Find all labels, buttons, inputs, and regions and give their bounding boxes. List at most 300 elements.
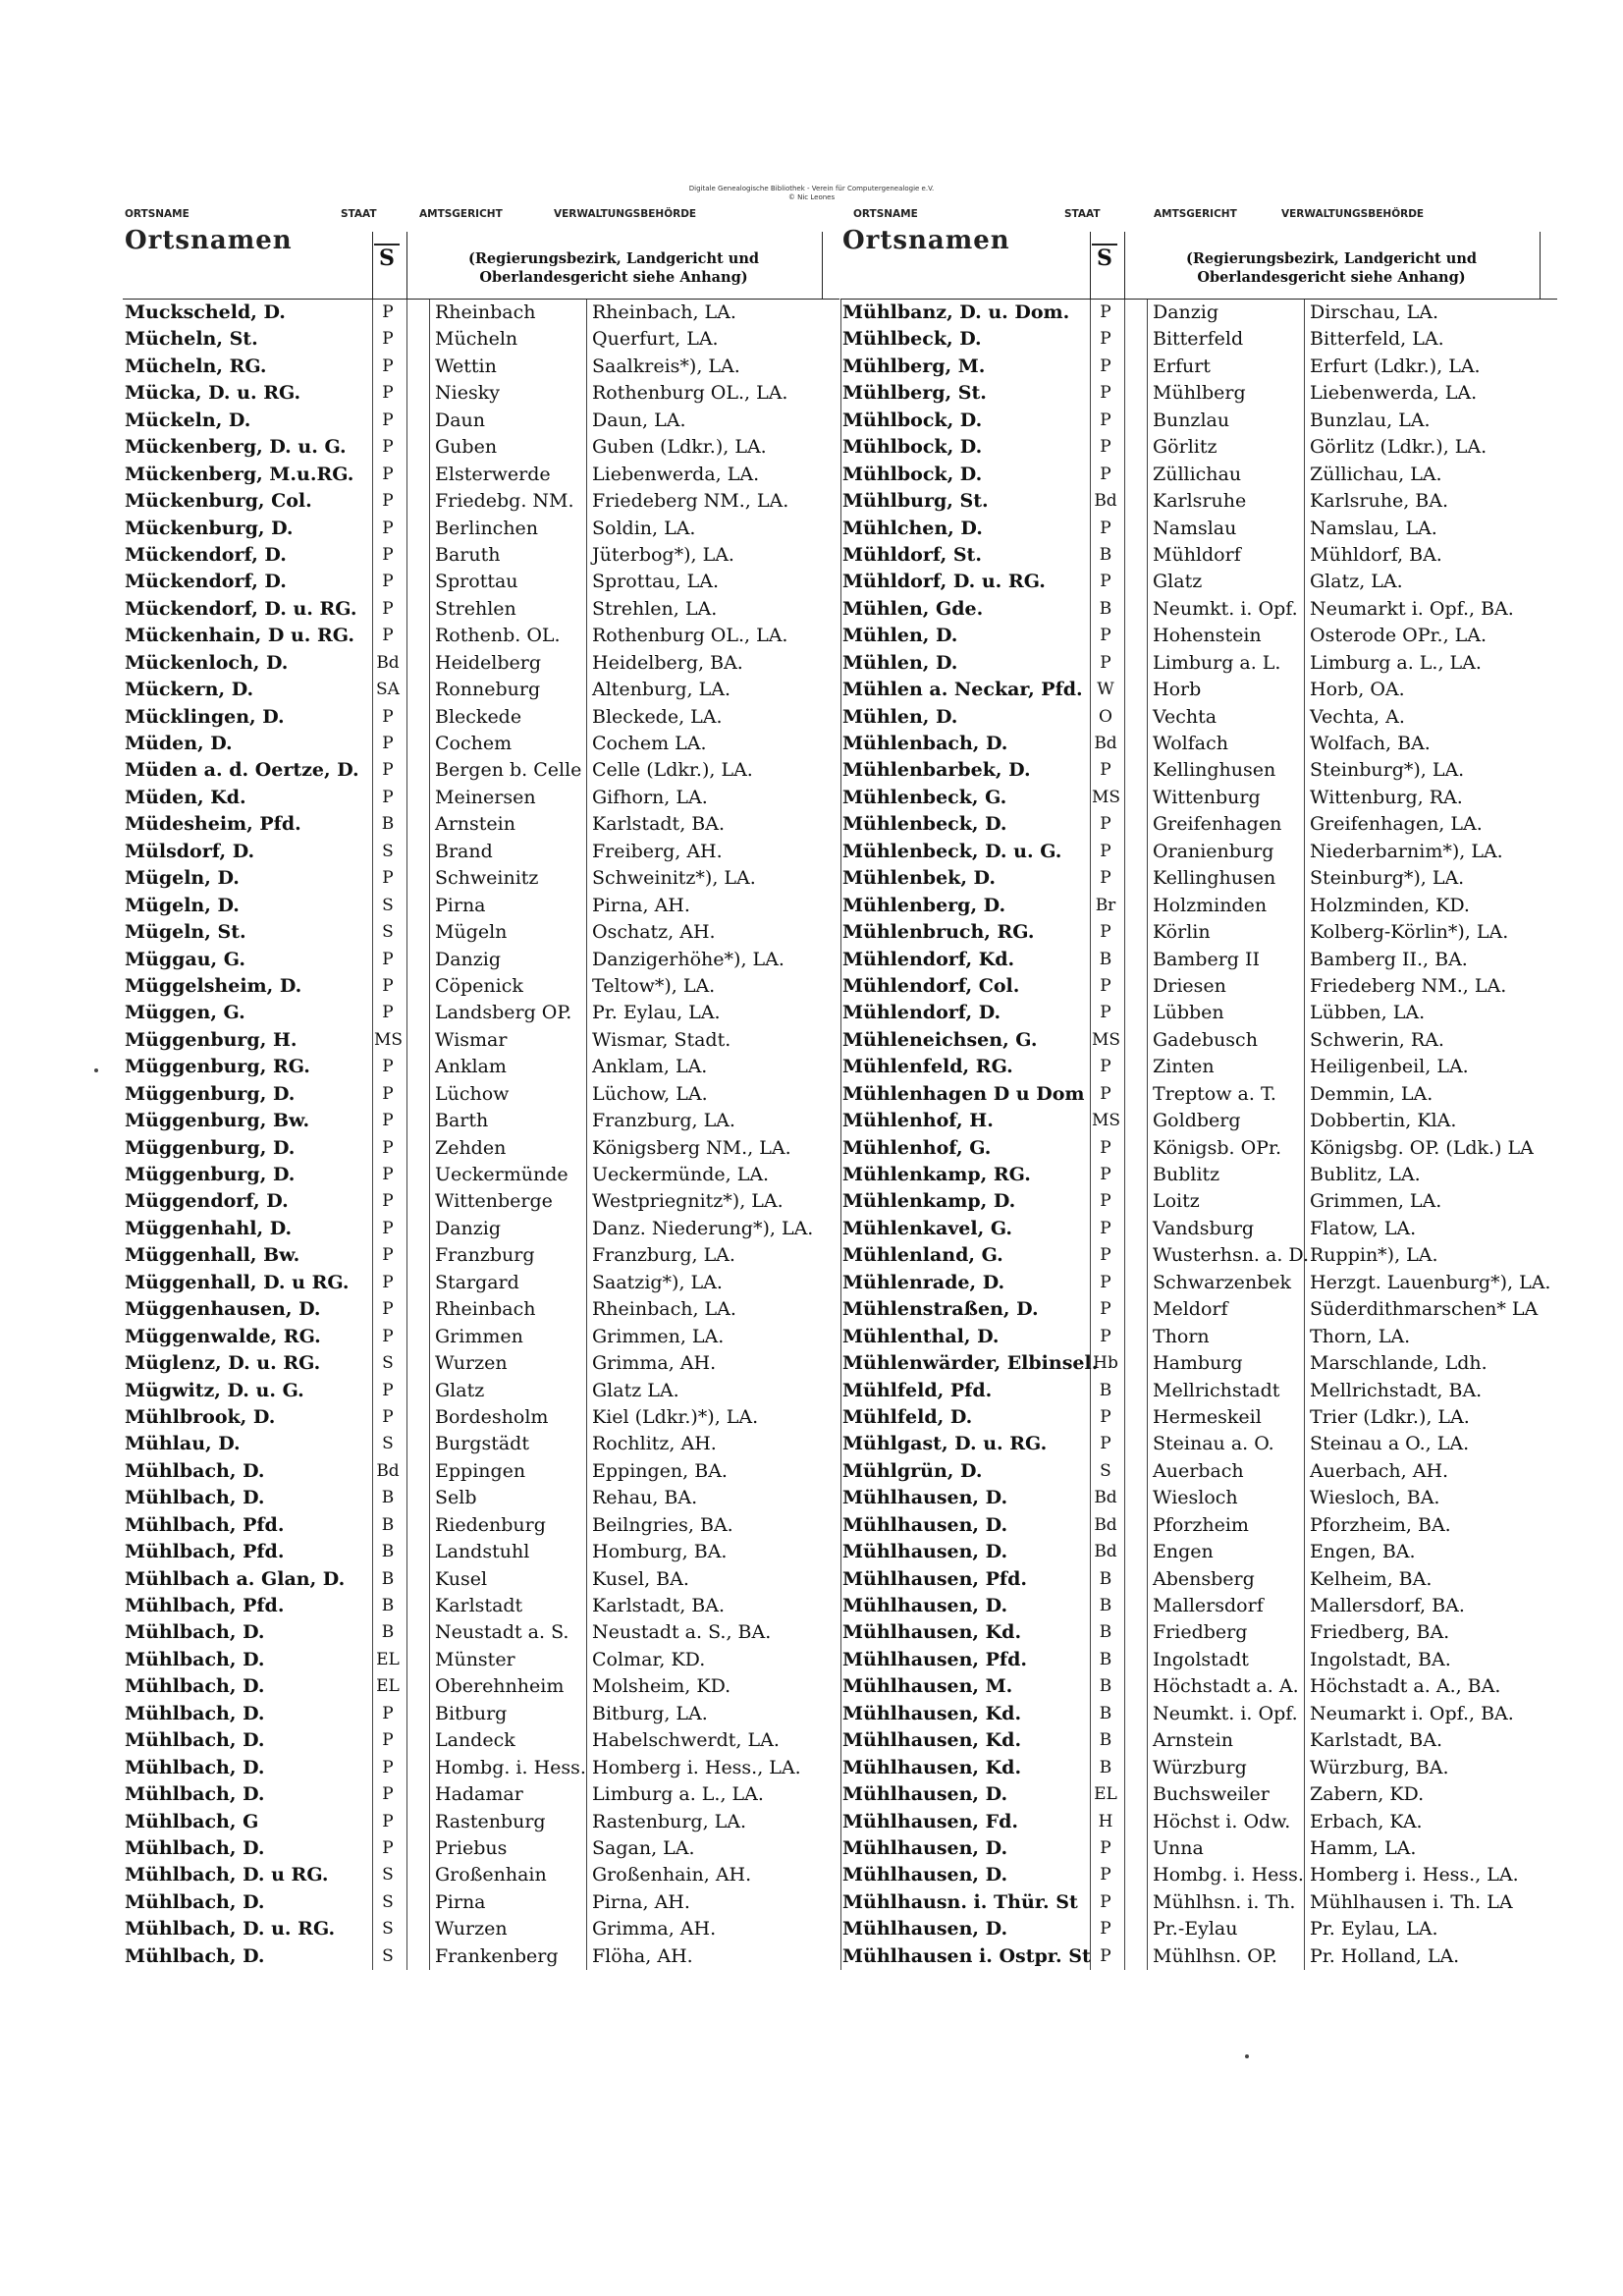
administrative-authority: Rehau, BA. [592, 1487, 698, 1509]
table-row [123, 1593, 839, 1619]
table-row [123, 1162, 839, 1188]
administrative-authority: Bitterfeld, LA. [1310, 328, 1444, 351]
table-row [123, 1566, 839, 1593]
table-row [123, 1862, 839, 1888]
district-court: Karlstadt [435, 1595, 523, 1616]
table-row [840, 811, 1557, 838]
administrative-authority: Pirna, AH. [592, 894, 690, 916]
state-code: P [382, 329, 394, 350]
district-court: Friedebg. NM. [435, 490, 574, 513]
district-court: Horb [1153, 679, 1202, 701]
administrative-authority: Eppingen, BA. [592, 1459, 728, 1482]
district-court: Daun [435, 409, 486, 431]
administrative-authority: Celle (Ldkr.), LA. [592, 759, 753, 782]
administrative-authority: Herzgt. Lauenburg*), LA. [1310, 1271, 1551, 1293]
table-row [123, 1755, 839, 1781]
administrative-authority: Karlstadt, BA. [592, 1595, 725, 1616]
administrative-authority: Grimma, AH. [592, 1352, 717, 1375]
table-row [123, 380, 839, 407]
state-code: Bd [1094, 491, 1117, 512]
table-row [123, 839, 839, 865]
district-court: Hadamar [435, 1783, 523, 1806]
label-verwaltungsbehoerde: VERWALTUNGSBEHÖRDE [1281, 208, 1425, 220]
place-name: Mühlenwärder, Elbinsel. [842, 1352, 1099, 1375]
administrative-authority: Jüterbog*), LA. [592, 543, 734, 566]
district-court: Loitz [1153, 1190, 1200, 1213]
district-court: Königsb. OPr. [1153, 1136, 1281, 1159]
administrative-authority: Grimmen, LA. [1310, 1190, 1442, 1213]
district-court: Danzig [435, 948, 502, 970]
label-ortsname: ORTSNAME [853, 208, 918, 220]
place-name: Mühlbach, D. [125, 1836, 265, 1859]
state-code: P [1100, 1891, 1111, 1912]
administrative-authority: Liebenwerda, LA. [592, 463, 760, 485]
place-name: Mühlberg, M. [842, 355, 986, 377]
district-court: Landeck [435, 1729, 515, 1752]
table-row [840, 1162, 1557, 1188]
table-row [840, 1000, 1557, 1026]
district-court: Mallersdorf [1153, 1595, 1264, 1616]
table-row [840, 1108, 1557, 1134]
table-row [840, 1755, 1557, 1781]
administrative-authority: Süderdithmarschen* LA [1310, 1298, 1539, 1321]
label-staat: STAAT [341, 208, 377, 220]
state-code: P [1100, 814, 1111, 835]
district-court: Namslau [1153, 517, 1237, 539]
district-court: Bamberg II [1153, 948, 1261, 970]
state-code: P [382, 1272, 394, 1292]
place-name: Müdesheim, Pfd. [125, 813, 301, 836]
state-code: P [1100, 464, 1111, 484]
place-name: Mühlendorf, Kd. [842, 948, 1015, 970]
state-code: P [382, 949, 394, 969]
district-court: Schweinitz [435, 867, 539, 890]
table-row [840, 596, 1557, 623]
administrative-authority: Greifenhagen, LA. [1310, 813, 1483, 836]
district-court: Unna [1153, 1836, 1204, 1859]
state-code: P [382, 1703, 394, 1723]
state-code: EL [376, 1649, 400, 1669]
table-row [123, 1188, 839, 1215]
place-name: Mühlenstraßen, D. [842, 1298, 1039, 1321]
table-row [840, 1916, 1557, 1942]
administrative-authority: Danzigerhöhe*), LA. [592, 948, 784, 970]
administrative-authority: Steinburg*), LA. [1310, 867, 1465, 890]
administrative-authority: Friedberg, BA. [1310, 1621, 1450, 1644]
state-code: S [382, 1434, 394, 1454]
administrative-authority: Pirna, AH. [592, 1890, 690, 1913]
state-code: S [382, 1945, 394, 1966]
district-court: Neumkt. i. Opf. [1153, 1702, 1298, 1724]
place-name: Mühlenbeck, D. [842, 813, 1007, 836]
district-court: Anklam [435, 1056, 507, 1078]
place-name: Mühlhausen, Pfd. [842, 1648, 1028, 1670]
administrative-authority: Wittenburg, RA. [1310, 786, 1463, 808]
state-code: P [382, 355, 394, 376]
state-code: B [1099, 1676, 1112, 1697]
state-code: P [1100, 302, 1111, 322]
table-row [123, 947, 839, 973]
administrative-authority: Namslau, LA. [1310, 517, 1437, 539]
district-court: Kellinghusen [1153, 867, 1276, 890]
administrative-authority: Lübben, LA. [1310, 1002, 1426, 1024]
place-name: Mühlenhagen D u Dom [842, 1082, 1085, 1105]
state-code: P [1100, 572, 1111, 592]
administrative-authority: Königsberg NM., LA. [592, 1136, 791, 1159]
state-code: B [381, 1514, 395, 1535]
district-court: Vandsburg [1153, 1217, 1255, 1239]
state-code: P [382, 706, 394, 727]
administrative-authority: Görlitz (Ldkr.), LA. [1310, 436, 1488, 459]
right-column-block [840, 228, 1557, 1970]
state-code: P [382, 1111, 394, 1131]
district-court: Mügeln [435, 921, 508, 944]
administrative-authority: Rochlitz, AH. [592, 1433, 717, 1455]
table-row [123, 623, 839, 649]
place-name: Mücka, D. u. RG. [125, 382, 301, 405]
administrative-authority: Kusel, BA. [592, 1567, 689, 1590]
district-court: Danzig [1153, 301, 1219, 323]
administrative-authority: Auerbach, AH. [1310, 1459, 1449, 1482]
place-name: Mückenburg, Col. [125, 490, 312, 513]
district-court: Karlsruhe [1153, 490, 1247, 513]
administrative-authority: Franzburg, LA. [592, 1110, 735, 1132]
state-code: P [1100, 1406, 1111, 1427]
administrative-authority: Anklam, LA. [592, 1056, 708, 1078]
district-court: Hohenstein [1153, 625, 1262, 647]
table-row [123, 1270, 839, 1296]
administrative-authority: Mühlhausen i. Th. LA [1310, 1890, 1513, 1913]
table-row [840, 919, 1557, 946]
administrative-authority: Colmar, KD. [592, 1648, 706, 1670]
state-code: B [1099, 544, 1112, 565]
district-court: Elsterwerde [435, 463, 551, 485]
administrative-authority: Züllichau, LA. [1310, 463, 1442, 485]
administrative-authority: Demmin, LA. [1310, 1082, 1434, 1105]
administrative-authority: Bitburg, LA. [592, 1702, 708, 1724]
district-court: Barth [435, 1110, 489, 1132]
administrative-authority: Soldin, LA. [592, 517, 696, 539]
table-row [840, 1270, 1557, 1296]
administrative-authority: Erbach, KA. [1310, 1810, 1423, 1832]
state-code: Bd [376, 1460, 400, 1481]
district-court: Neustadt a. S. [435, 1621, 569, 1644]
table-row [123, 569, 839, 595]
table-row [840, 1216, 1557, 1242]
table-row [840, 408, 1557, 434]
district-court: Riedenburg [435, 1513, 546, 1536]
state-code: P [382, 302, 394, 322]
district-court: Ronneburg [435, 679, 541, 701]
place-name: Mühlgast, D. u. RG. [842, 1433, 1048, 1455]
administrative-authority: Thorn, LA. [1310, 1325, 1411, 1347]
district-court: Brand [435, 840, 493, 862]
state-code: Br [1095, 895, 1116, 915]
state-code: MS [1092, 787, 1121, 807]
place-name: Mühlhausen, Fd. [842, 1810, 1019, 1832]
administrative-authority: Niederbarnim*), LA. [1310, 840, 1503, 862]
place-name: Mühlhausen, D. [842, 1864, 1008, 1886]
state-code: P [1100, 1299, 1111, 1320]
place-name: Mückeln, D. [125, 409, 251, 431]
table-row [840, 1512, 1557, 1539]
column-note: (Regierungsbezirk, Landgericht und Oberlandesgericht siehe Anhang) [467, 250, 760, 286]
administrative-authority: Freiberg, AH. [592, 840, 723, 862]
administrative-authority: Osterode OPr., LA. [1310, 625, 1488, 647]
state-code: P [1100, 841, 1111, 861]
administrative-authority: Strehlen, LA. [592, 597, 718, 620]
state-code: S [382, 1891, 394, 1912]
district-court: Schwarzenbek [1153, 1271, 1291, 1293]
district-court: Meldorf [1153, 1298, 1228, 1321]
place-name: Mühlenkavel, G. [842, 1217, 1012, 1239]
district-court: Großenhain [435, 1864, 547, 1886]
district-court: Sprottau [435, 571, 518, 593]
state-code: Bd [1094, 1488, 1117, 1508]
district-court: Gadebusch [1153, 1028, 1258, 1051]
administrative-authority: Bamberg II., BA. [1310, 948, 1468, 970]
district-court: Danzig [435, 1217, 502, 1239]
table-row [840, 677, 1557, 703]
district-court: Wismar [435, 1028, 508, 1051]
administrative-authority: Ueckermünde, LA. [592, 1164, 770, 1185]
state-code: Bd [1094, 734, 1117, 753]
label-amtsgericht: AMTSGERICHT [1154, 208, 1237, 220]
table-row [123, 1431, 839, 1457]
place-name: Mühlen, Gde. [842, 597, 984, 620]
table-row [840, 973, 1557, 1000]
table-header [123, 228, 839, 300]
table-row [123, 1512, 839, 1539]
state-heading: S [1092, 244, 1117, 271]
district-court: Rheinbach [435, 1298, 536, 1321]
district-court: Steinau a. O. [1153, 1433, 1274, 1455]
administrative-authority: Holzminden, KD. [1310, 894, 1470, 916]
district-court: Eppingen [435, 1459, 526, 1482]
table-row [123, 1701, 839, 1727]
state-code: P [1100, 518, 1111, 538]
table-row [840, 434, 1557, 461]
state-code: S [382, 841, 394, 861]
place-name: Mühlbach, D. u RG. [125, 1864, 329, 1886]
state-code: B [1099, 1730, 1112, 1751]
state-code: P [382, 760, 394, 781]
table-row [123, 1216, 839, 1242]
place-name: Müggenburg, H. [125, 1028, 298, 1051]
place-name: Müggenburg, RG. [125, 1056, 310, 1078]
table-row [840, 650, 1557, 677]
state-code: P [1100, 383, 1111, 404]
district-court: Mühldorf [1153, 543, 1241, 566]
place-name: Mühlbach, D. [125, 1702, 265, 1724]
place-name: Mühlbach, D. [125, 1756, 265, 1778]
table-row [840, 731, 1557, 757]
state-code: P [1100, 760, 1111, 781]
table-row [840, 1593, 1557, 1619]
administrative-authority: Molsheim, KD. [592, 1675, 731, 1698]
state-code: P [1100, 355, 1111, 376]
state-code: MS [1092, 1111, 1121, 1131]
district-court: Hermeskeil [1153, 1405, 1262, 1428]
district-court: Bitburg [435, 1702, 508, 1724]
place-name: Mückenhain, D u. RG. [125, 625, 354, 647]
administrative-authority: Schwerin, RA. [1310, 1028, 1444, 1051]
district-court: Bublitz [1153, 1164, 1220, 1185]
district-court: Meinersen [435, 786, 536, 808]
administrative-authority: Neumarkt i. Opf., BA. [1310, 597, 1514, 620]
table-row [123, 1350, 839, 1377]
state-code: P [1100, 1083, 1111, 1104]
district-court: Heidelberg [435, 651, 542, 674]
table-row [123, 1619, 839, 1646]
place-name: Mühlhausen, Kd. [842, 1729, 1022, 1752]
table-row [840, 1539, 1557, 1565]
district-court: Strehlen [435, 597, 516, 620]
district-court: Friedberg [1153, 1621, 1248, 1644]
state-code: H [1098, 1811, 1113, 1831]
administrative-authority: Homberg i. Hess., LA. [592, 1756, 801, 1778]
state-code: P [1100, 1945, 1111, 1966]
table-row [840, 1296, 1557, 1323]
state-code: P [1100, 1919, 1111, 1940]
state-code: P [1100, 1434, 1111, 1454]
state-code: SA [376, 680, 400, 700]
table-row [123, 677, 839, 703]
place-name: Mühlbach, D. [125, 1459, 265, 1482]
table-row [840, 1889, 1557, 1916]
administrative-authority: Wolfach, BA. [1310, 733, 1431, 754]
state-code: P [1100, 1191, 1111, 1212]
district-court: Züllichau [1153, 463, 1242, 485]
district-court: Wolfach [1153, 733, 1228, 754]
district-court: Cochem [435, 733, 513, 754]
place-name: Mühlhausen, D. [842, 1513, 1008, 1536]
district-court: Bleckede [435, 705, 522, 728]
place-name: Mühlbach, Pfd. [125, 1541, 285, 1563]
administrative-authority: Trier (Ldkr.), LA. [1310, 1405, 1470, 1428]
place-name: Mückenberg, M.u.RG. [125, 463, 354, 485]
administrative-authority: Homburg, BA. [592, 1541, 728, 1563]
state-code: B [381, 1596, 395, 1615]
administrative-authority: Kiel (Ldkr.)*), LA. [592, 1405, 759, 1428]
district-court: Thorn [1153, 1325, 1210, 1347]
table-row [123, 1781, 839, 1808]
table-row [840, 1135, 1557, 1162]
place-name: Mühlenbruch, RG. [842, 921, 1035, 944]
table-row [123, 757, 839, 784]
table-row [840, 1566, 1557, 1593]
state-code: P [382, 1784, 394, 1805]
state-code: P [1100, 329, 1111, 350]
table-row [123, 1485, 839, 1511]
place-name: Müggau, G. [125, 948, 245, 970]
district-court: Franzburg [435, 1244, 535, 1267]
table-row [123, 326, 839, 353]
place-name: Mückenloch, D. [125, 651, 289, 674]
table-row [840, 516, 1557, 542]
place-name: Müggenburg, Bw. [125, 1110, 310, 1132]
district-court: Arnstein [1153, 1729, 1233, 1752]
district-court: Arnstein [435, 813, 515, 836]
table-row [840, 1027, 1557, 1054]
state-code: P [382, 491, 394, 512]
table-row [123, 1404, 839, 1431]
district-court: Stargard [435, 1271, 519, 1293]
right-rows [840, 300, 1557, 1970]
district-court: Landstuhl [435, 1541, 530, 1563]
administrative-authority: Ruppin*), LA. [1310, 1244, 1438, 1267]
state-code: P [382, 518, 394, 538]
state-code: P [1100, 410, 1111, 430]
table-row [840, 1378, 1557, 1404]
place-name: Mügeln, D. [125, 867, 240, 890]
place-name: Mühlhausen, D. [842, 1487, 1008, 1509]
place-name: Mügwitz, D. u. G. [125, 1379, 304, 1401]
place-name: Müggenhausen, D. [125, 1298, 321, 1321]
administrative-authority: Rheinbach, LA. [592, 1298, 736, 1321]
table-row [123, 488, 839, 515]
margin-mark [94, 1068, 98, 1072]
district-court: Guben [435, 436, 498, 459]
place-name: Mühlbrook, D. [125, 1405, 276, 1428]
place-name: Mügeln, D. [125, 894, 240, 916]
table-row [840, 462, 1557, 488]
administrative-authority: Pr. Eylau, LA. [592, 1002, 721, 1024]
district-court: Wurzen [435, 1918, 508, 1941]
place-name: Mühleneichsen, G. [842, 1028, 1038, 1051]
administrative-authority: Danz. Niederung*), LA. [592, 1217, 814, 1239]
place-name: Mühlenhof, G. [842, 1136, 992, 1159]
administrative-authority: Glatz LA. [592, 1379, 679, 1401]
place-name: Mücheln, RG. [125, 355, 267, 377]
table-row [840, 1809, 1557, 1835]
administrative-authority: Kelheim, BA. [1310, 1567, 1433, 1590]
administrative-authority: Limburg a. L., LA. [592, 1783, 764, 1806]
district-court: Goldberg [1153, 1110, 1241, 1132]
table-row [840, 785, 1557, 811]
table-row [840, 326, 1557, 353]
place-name: Mühlhausen, D. [842, 1783, 1008, 1806]
state-code: P [1100, 1003, 1111, 1023]
administrative-authority: Marschlande, Ldh. [1310, 1352, 1488, 1375]
administrative-authority: Vechta, A. [1310, 705, 1405, 728]
district-court: Mühlhsn. OP. [1153, 1944, 1277, 1967]
district-court: Treptow a. T. [1153, 1082, 1276, 1105]
state-code: P [382, 787, 394, 807]
state-code: Bd [376, 652, 400, 673]
state-code: P [382, 1137, 394, 1158]
column-note: (Regierungsbezirk, Landgericht und Oberlandesgericht siehe Anhang) [1185, 250, 1478, 286]
place-name: Mühlhausn. i. Thür. St [842, 1890, 1078, 1913]
state-code: S [382, 922, 394, 943]
place-name: Müggenburg, D. [125, 1164, 296, 1185]
district-court: Selb [435, 1487, 477, 1509]
table-row [123, 865, 839, 892]
place-name: Mühlburg, St. [842, 490, 989, 513]
table-row [123, 811, 839, 838]
table-row [123, 1647, 839, 1673]
administrative-authority: Mühldorf, BA. [1310, 543, 1442, 566]
district-court: Frankenberg [435, 1944, 559, 1967]
label-verwaltungsbehoerde: VERWALTUNGSBEHÖRDE [554, 208, 697, 220]
administrative-authority: Mallersdorf, BA. [1310, 1595, 1465, 1616]
state-code: B [1099, 1622, 1112, 1643]
table-row [840, 1619, 1557, 1646]
administrative-authority: Karlsruhe, BA. [1310, 490, 1449, 513]
state-code: P [382, 544, 394, 565]
table-row [123, 1135, 839, 1162]
district-court: Mellrichstadt [1153, 1379, 1280, 1401]
